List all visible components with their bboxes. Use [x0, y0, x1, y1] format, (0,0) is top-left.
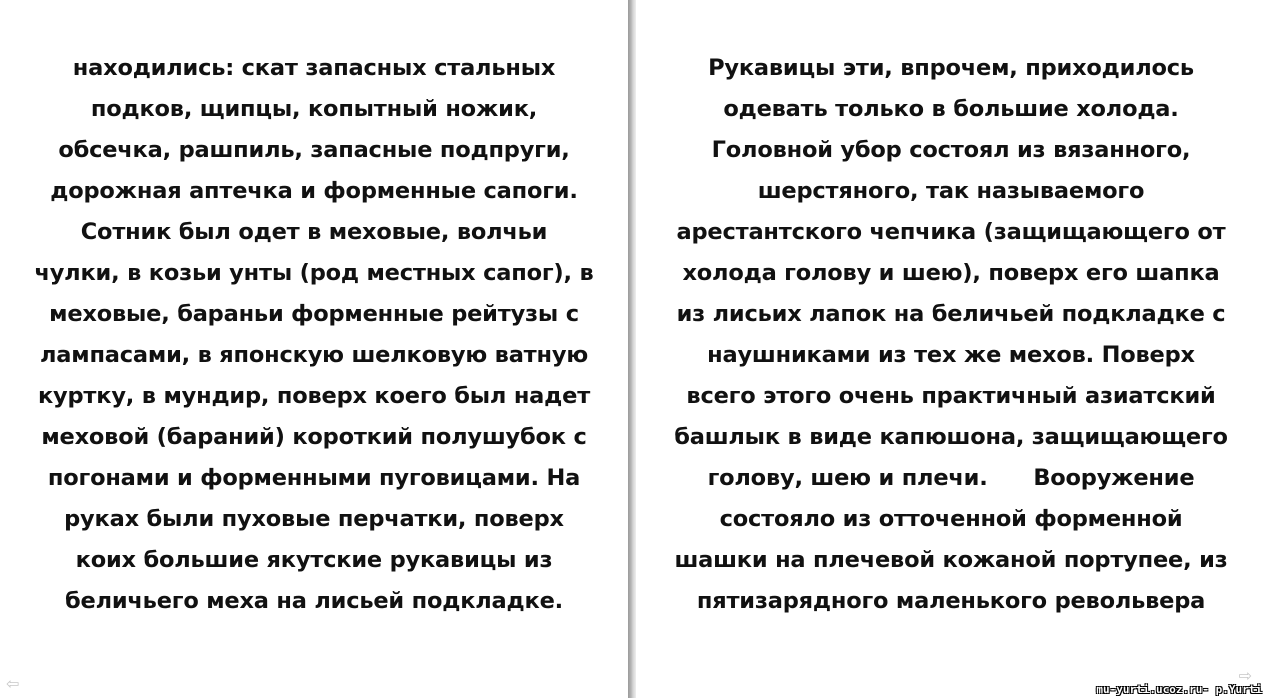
text-line: Сотник был одет в меховые, волчьи	[80, 219, 548, 245]
text-line: Головной убор состоял из вязанного,	[711, 137, 1191, 163]
text-line: всего этого очень практичный азиатский	[686, 383, 1216, 409]
text-line: лампасами, в японскую шелковую ватную	[39, 342, 588, 368]
left-page-text	[0, 48, 628, 622]
text-line: обсечка, рашпиль, запасные подпруги,	[58, 137, 570, 163]
watermark: mu-yurti.ucoz.ru- p.Yurti	[1096, 683, 1262, 696]
page-spine-divider	[628, 0, 636, 698]
text-line: меховой (бараний) короткий полушубок с	[41, 424, 587, 450]
text-line: арестантского чепчика (защищающего от	[676, 219, 1226, 245]
text-line: голову, шею и плечи. Вооружение	[707, 465, 1195, 491]
left-page	[0, 0, 628, 698]
text-line: одевать только в большие холода.	[723, 96, 1179, 122]
text-line: руках были пуховые перчатки, поверх	[64, 506, 564, 532]
text-line: башлык в виде капюшона, защищающего	[674, 424, 1228, 450]
text-line: куртку, в мундир, поверх коего был надет	[37, 383, 591, 409]
arrow-right-icon[interactable]: ⇨	[1238, 666, 1252, 685]
text-line: находились: скат запасных стальных	[72, 55, 556, 81]
arrow-left-icon[interactable]: ⇦	[6, 674, 20, 693]
text-line: погонами и форменными пуговицами. На	[47, 465, 581, 491]
text-line: шашки на плечевой кожаной портупее, из	[674, 547, 1228, 573]
text-line: меховые, бараньи форменные рейтузы с	[49, 301, 579, 327]
text-line: коих большие якутские рукавицы из	[75, 547, 553, 573]
text-line: чулки, в козьи унты (род местных сапог), в	[34, 260, 594, 286]
text-line: дорожная аптечка и форменные сапоги.	[50, 178, 578, 204]
text-line: из лисьих лапок на беличьей подкладке с	[676, 301, 1226, 327]
right-page-text	[636, 48, 1266, 622]
text-line: шерстяного, так называемого	[757, 178, 1145, 204]
text-line: холода голову и шею), поверх его шапка	[682, 260, 1220, 286]
text-line: наушниками из тех же мехов. Поверх	[707, 342, 1195, 368]
text-line: состояло из отточенной форменной	[719, 506, 1183, 532]
text-line: беличьего меха на лисьей подкладке.	[65, 588, 563, 614]
text-line: Рукавицы эти, впрочем, приходилось	[708, 55, 1194, 81]
right-page	[636, 0, 1266, 698]
text-line: подков, щипцы, копытный ножик,	[90, 96, 538, 122]
text-line: пятизарядного маленького револьвера	[696, 588, 1206, 614]
